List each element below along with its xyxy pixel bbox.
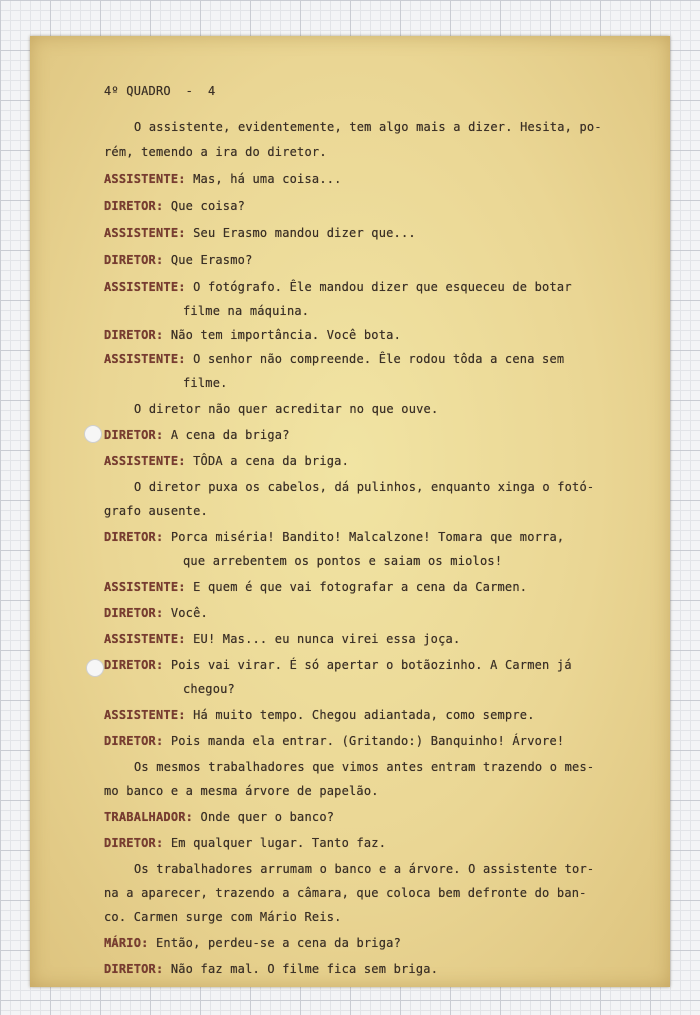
stage-direction-line: rém, temendo a ira do diretor. [104,145,327,159]
stage-direction-line: O diretor puxa os cabelos, dá pulinhos, enquanto xinga o fotó- [134,480,595,494]
stage-direction-line: Os trabalhadores arrumam o banco e a árvore. O assistente tor- [134,862,595,876]
dialogue-line [104,530,564,544]
dialogue-line [104,606,208,620]
dialogue-line [104,962,438,976]
dialogue-line [104,280,572,294]
dialogue-text: EU! Mas... eu nunca virei essa joça. [185,632,461,646]
speaker-name: ASSISTENTE: [104,226,186,240]
dialogue-line [104,328,401,342]
dialogue-line [104,199,245,213]
dialogue-line [104,226,416,240]
dialogue-text: O senhor não compreende. Êle rodou tôda a cena sem [185,352,565,366]
speaker-name: DIRETOR: [104,428,164,442]
speaker-name: ASSISTENTE: [104,632,186,646]
speaker-name: DIRETOR: [104,962,164,976]
script-text [30,36,670,976]
dialogue-text: Não faz mal. O filme fica sem briga. [163,962,439,976]
dialogue-text: Que coisa? [163,199,246,213]
stage-direction-line: mo banco e a mesma árvore de papelão. [104,784,379,798]
speaker-name: ASSISTENTE: [104,708,186,722]
stage-direction-line: grafo ausente. [104,504,208,518]
dialogue-line: chegou? [183,682,235,696]
punch-hole [86,659,104,677]
dialogue-line [104,708,535,722]
dialogue-line [104,734,564,748]
dialogue-text: Onde quer o banco? [193,810,335,824]
dialogue-text: Mas, há uma coisa... [185,172,342,186]
dialogue-line [104,172,342,186]
speaker-name: DIRETOR: [104,734,164,748]
dialogue-text: Seu Erasmo mandou dizer que... [185,226,416,240]
punch-hole [84,425,102,443]
dialogue-line [104,836,386,850]
dialogue-text: Que Erasmo? [163,253,253,267]
dialogue-line [104,580,527,594]
dialogue-text: Não tem importância. Você bota. [163,328,401,342]
speaker-name: ASSISTENTE: [104,454,186,468]
dialogue-line [104,454,349,468]
speaker-name: DIRETOR: [104,606,164,620]
dialogue-text: Então, perdeu-se a cena da briga? [148,936,401,950]
stage-direction-line: Os mesmos trabalhadores que vimos antes entram trazendo o mes- [134,760,595,774]
dialogue-line [104,253,253,267]
dialogue-text: TÔDA a cena da briga. [185,454,350,468]
dialogue-text: O fotógrafo. Êle mandou dizer que esqueceu de botar [185,280,572,294]
speaker-name: DIRETOR: [104,253,164,267]
dialogue-line [104,936,401,950]
speaker-name: DIRETOR: [104,530,164,544]
stage-direction-line: O diretor não quer acreditar no que ouve. [134,402,439,416]
speaker-name: DIRETOR: [104,658,164,672]
dialogue-text: Em qualquer lugar. Tanto faz. [163,836,387,850]
dialogue-line [104,810,334,824]
speaker-name: ASSISTENTE: [104,172,186,186]
stage-direction-line: O assistente, evidentemente, tem algo mais a dizer. Hesita, po- [134,120,602,134]
dialogue-text: A cena da briga? [163,428,290,442]
speaker-name: ASSISTENTE: [104,580,186,594]
speaker-name: DIRETOR: [104,199,164,213]
dialogue-line: que arrebentem os pontos e saiam os miolos! [183,554,503,568]
dialogue-text: Porca miséria! Bandito! Malcalzone! Tomara que morra, [163,530,565,544]
dialogue-line [104,352,564,366]
dialogue-line [104,632,460,646]
dialogue-text: Pois manda ela entrar. (Gritando:) Banquinho! Árvore! [163,734,565,748]
speaker-name: ASSISTENTE: [104,280,186,294]
dialogue-line: filme na máquina. [183,304,310,318]
dialogue-line [104,428,290,442]
speaker-name: DIRETOR: [104,836,164,850]
speaker-name: DIRETOR: [104,328,164,342]
dialogue-text: Há muito tempo. Chegou adiantada, como sempre. [185,708,535,722]
dialogue-text: E quem é que vai fotografar a cena da Carmen. [185,580,528,594]
page-header: 4º QUADRO - 4 [104,84,216,98]
dialogue-text: Você. [163,606,208,620]
dialogue-line [104,658,572,672]
speaker-name: ASSISTENTE: [104,352,186,366]
stage-direction-line: na a aparecer, trazendo a câmara, que coloca bem defronte do ban- [104,886,587,900]
stage-direction-line: co. Carmen surge com Mário Reis. [104,910,342,924]
dialogue-line: filme. [183,376,228,390]
typewritten-page [30,36,670,987]
dialogue-text: Pois vai virar. É só apertar o botãozinho. A Carmen já [163,658,572,672]
speaker-name: TRABALHADOR: [104,810,194,824]
speaker-name: MÁRIO: [104,936,149,950]
